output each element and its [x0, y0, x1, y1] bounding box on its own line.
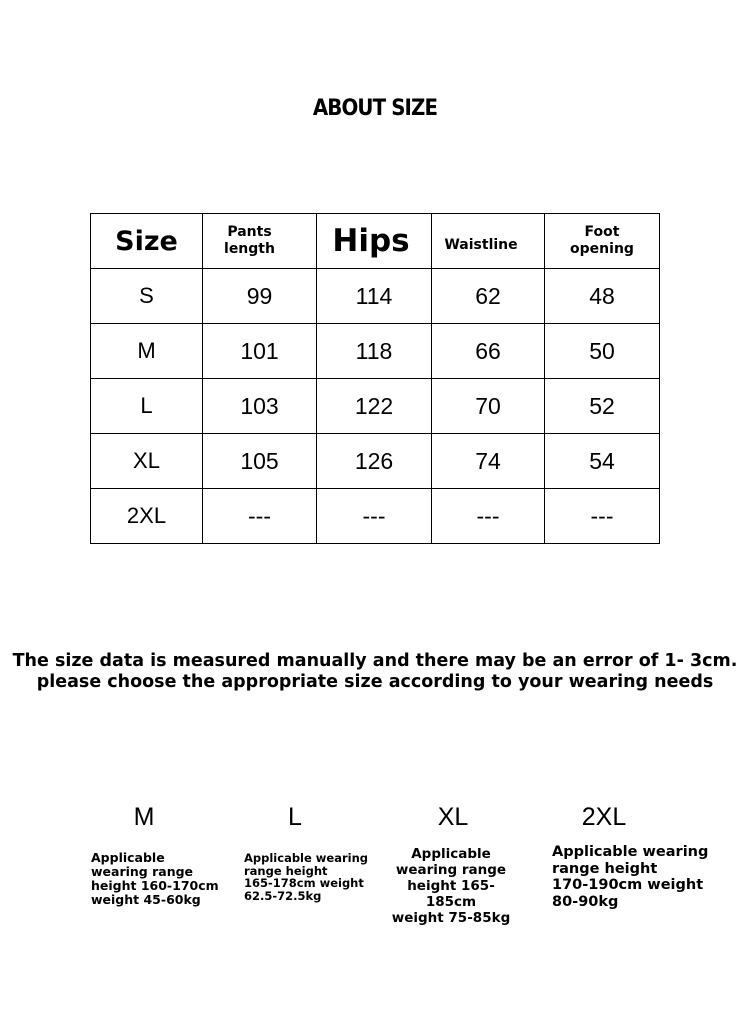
- range-text-m: Applicable wearing range height 160-170cm weight 45-60kg: [91, 850, 219, 907]
- table-cell: XL: [91, 434, 203, 489]
- header-waistline: Waistline: [432, 214, 545, 269]
- size-table: [90, 213, 660, 544]
- table-cell: 126: [317, 434, 432, 489]
- table-row: [91, 269, 660, 324]
- range-size-2xl: 2XL: [581, 803, 627, 831]
- table-cell: ---: [432, 489, 545, 544]
- table-row: [91, 434, 660, 489]
- table-cell: 54: [545, 434, 660, 489]
- header-foot-opening: Foot opening: [545, 214, 660, 269]
- table-cell: 118: [317, 324, 432, 379]
- table-cell: 101: [203, 324, 317, 379]
- table-cell: 66: [432, 324, 545, 379]
- table-cell: 52: [545, 379, 660, 434]
- table-row: [91, 489, 660, 544]
- table-cell: 62: [432, 269, 545, 324]
- table-row: [91, 324, 660, 379]
- table-cell: 50: [545, 324, 660, 379]
- range-text-2xl: Applicable wearing range height 170-190cm weight 80-90kg: [552, 844, 709, 910]
- measurement-note-line-2: please choose the appropriate size according to your wearing needs: [36, 672, 714, 692]
- table-cell: 48: [545, 269, 660, 324]
- table-cell: 70: [432, 379, 545, 434]
- range-size-xl: XL: [437, 803, 469, 831]
- range-text-xl: Applicable wearing range height 165-185cm weight 75-85kg: [391, 846, 511, 926]
- range-size-l: L: [288, 803, 302, 831]
- range-text-l: Applicable wearing range height 165-178cm weight 62.5-72.5kg: [244, 851, 369, 903]
- measurement-note-line-1: The size data is measured manually and there may be an error of 1- 3cm.: [12, 651, 738, 671]
- table-cell: 2XL: [91, 489, 203, 544]
- table-cell: 114: [317, 269, 432, 324]
- table-cell: 99: [203, 269, 317, 324]
- table-cell: 105: [203, 434, 317, 489]
- table-cell: 103: [203, 379, 317, 434]
- table-cell: S: [91, 269, 203, 324]
- table-cell: ---: [545, 489, 660, 544]
- table-cell: L: [91, 379, 203, 434]
- table-cell: ---: [317, 489, 432, 544]
- header-size: Size: [91, 214, 203, 269]
- table-cell: 122: [317, 379, 432, 434]
- table-row: [91, 379, 660, 434]
- table-cell: ---: [203, 489, 317, 544]
- table-cell: M: [91, 324, 203, 379]
- header-hips: Hips: [317, 214, 432, 269]
- header-pants-length: Pants length: [203, 214, 317, 269]
- page-title: ABOUT SIZE: [312, 96, 438, 121]
- table-header-row: [91, 214, 660, 269]
- range-size-m: M: [133, 803, 155, 831]
- table-cell: 74: [432, 434, 545, 489]
